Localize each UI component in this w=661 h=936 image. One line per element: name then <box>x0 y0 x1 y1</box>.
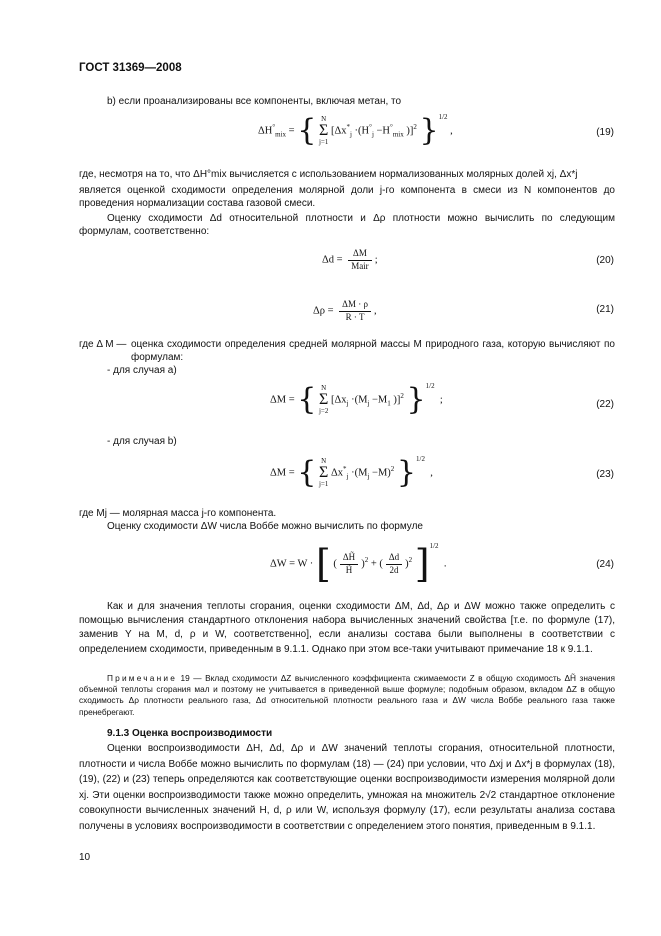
where-mj: где Mj — молярная масса j-го компонента. <box>79 508 277 519</box>
where-dm-label: где Δ M — <box>79 339 127 350</box>
eq19-sum-top: N <box>321 115 327 123</box>
eq20-den: Mair <box>351 260 369 271</box>
eq22-body: [Δx <box>331 394 347 406</box>
eq19-body3: −H <box>376 125 391 137</box>
eq23-brace-open: { <box>297 455 317 490</box>
para-density: Оценку сходимости Δd относительной плотности и Δρ плотности можно вычислить по следующим формулам, соответственно: <box>79 213 615 237</box>
eq24-fraction2 <box>386 552 402 576</box>
where-dm-text: оценка сходимости определения средней молярной массы M природного газа, которую вычисляют по формулам: <box>131 339 615 363</box>
note-label: Примечание <box>107 673 178 683</box>
eq20-num: ΔM <box>348 248 372 261</box>
eq22-sum: N Σ j=2 <box>318 384 329 415</box>
equation-24-number: (24) <box>596 559 614 570</box>
eq24-f1-den: H̃ <box>345 564 353 575</box>
eq22-body4: )] <box>393 394 401 406</box>
section-heading <box>107 727 272 740</box>
eq19-body4: )] <box>406 125 414 137</box>
eq24-lhs: ΔW = W · <box>270 558 314 570</box>
eq19-body: [Δx <box>330 125 347 137</box>
eq21-lhs: Δρ = <box>313 305 334 317</box>
para-likewise: Как и для значения теплоты сгорания, оценки сходимости ΔM, Δd, Δρ и ΔW можно также определить с помощью вычисления стандартного отклонения набора вычисленных значений свойства [т.е. по формуле (17), заменив Y на M, d, ρ и W, соответственно], если анализы состава были выполнены в соответствии с определением сходимости, приведенным в 9.1.1. Однако при этом все-таки учитывают примечание 18 к 9.1.1. <box>79 601 615 655</box>
eq23-sum: N Σ j=1 <box>318 457 329 488</box>
eq21-tail: , <box>373 305 377 317</box>
document-header: ГОСТ 31369—2008 <box>79 62 182 74</box>
eq23-sum-top: N <box>321 457 327 465</box>
section-number: 9.1.3 <box>107 728 130 739</box>
eq19-body2: ·(H <box>354 125 370 137</box>
eq23-lhs: ΔM = <box>270 467 295 479</box>
eq23-exp: 1/2 <box>416 454 425 463</box>
eq23-sum-bottom: j=1 <box>318 480 329 488</box>
eq24-fraction1 <box>340 552 358 576</box>
eq19-lhs: ΔH <box>258 125 273 137</box>
equation-22: ΔM = { N Σ j=2 [$\Delta x_j \cdot(M_j -M_1$ )]$^2$ }$^{1/2}$ ; <box>270 381 443 417</box>
equation-21 <box>313 299 377 323</box>
equation-23: ΔM = { N Σ j=1 $\Delta x^*_j \cdot(M_j -M)^2$ }$^{1/2}$ , <box>270 454 433 490</box>
section-title: Оценка воспроизводимости <box>132 728 273 739</box>
eq19-sum: N Σ j=1 <box>318 115 329 146</box>
eq24-f2-den: 2d <box>389 564 399 575</box>
para-reproducibility: Оценки воспроизводимости ΔH, Δd, Δρ и ΔW значений теплоты сгорания, относительной плотности, плотности и числа Воббе можно вычислить по формулам (18) — (24) при условии, что Δxj и Δx*j в формулах (18), (19), (22) и (23) теперь определяются как соответствующие оценки воспроизводимости измерения молярной доли xj. Эти оценки воспроизводимости также можно определить, умножая на множитель 2√2 стандартное отклонение совокупности вычисленных значений H, d, ρ или W, используя формулу (17), если результаты анализа состава получены в условиях воспроизводимости в соответствии с определением этого понятия, приведенным в 9.1.1. <box>79 743 615 832</box>
case-b-intro: b) если проанализированы все компоненты, включая метан, то <box>107 96 402 107</box>
eq19-brace-close: } <box>419 113 439 148</box>
eq24-bracket-open: [ <box>315 542 331 586</box>
eq22-sum-top: N <box>321 384 327 392</box>
eq24-f1-num: ΔH̃ <box>340 552 358 565</box>
case-b-label: - для случая b) <box>107 436 177 447</box>
equation-19: $\Delta H^\circ_{mix}$ = { N Σ j=1 [$\Delta x^*_j \cdot(H^\circ_j -H^\circ_{mix}$ )]$^2$ }$^{1/2}$ , <box>258 112 453 148</box>
eq19-sum-bottom: j=1 <box>318 138 329 146</box>
eq22-body3: −M <box>372 394 388 406</box>
eq23-tail: , <box>430 467 433 479</box>
eq19-exp: 1/2 <box>438 112 448 121</box>
eq22-brace-close: } <box>406 382 426 417</box>
eq22-sum-bottom: j=2 <box>318 407 329 415</box>
eq22-tail: ; <box>439 394 443 406</box>
eq23-body: Δx <box>331 467 344 479</box>
equation-19-number: (19) <box>596 127 614 138</box>
eq23-body3: −M) <box>372 467 391 479</box>
equation-22-number: (22) <box>596 399 614 410</box>
eq24-exp: 1/2 <box>429 541 439 550</box>
case-a-label: - для случая а) <box>107 365 177 376</box>
eq19-lhs-sup: ° <box>272 122 276 131</box>
para-mix-line2: является оценкой сходимости определения молярной доли j-го компонента в смеси из N компонентов до проведения нормализации состава газовой смеси. <box>79 185 615 209</box>
eq22-brace-open: { <box>297 382 317 417</box>
equation-24: ΔW = W · [ ( $\frac{\Delta H̃}{H̃}$ )$^2$ + ( $\frac{\Delta d}{2d}$ )$^2$ ]$^{1/2}$ . <box>270 541 447 586</box>
equation-20-number: (20) <box>596 255 614 266</box>
eq22-lhs: ΔM = <box>270 394 295 406</box>
eq19-brace-open: { <box>297 113 317 148</box>
note-19 <box>79 673 615 718</box>
equation-23-number: (23) <box>596 469 614 480</box>
eq20-fraction <box>348 248 372 272</box>
eq21-den: R · T <box>345 311 365 322</box>
eq21-num: ΔM · ρ <box>339 299 371 312</box>
eq24-tail: . <box>443 558 447 570</box>
eq20-tail: ; <box>374 254 378 266</box>
para-mix-line1: где, несмотря на то, что ΔH°mix вычисляется с использованием нормализованных молярных долей xj, Δx*j <box>79 169 578 180</box>
eq19-lhs-sub: mix <box>275 130 287 139</box>
equation-20 <box>322 248 378 272</box>
note-text: 19 — Вклад сходимости ΔZ вычисленного коэффициента сжимаемости Z в общую сходимость ΔH̃ значения объемной теплоты сгорания мал и поэтому не учитывается в приведенной выше формуле; подобным образом, вкладом ΔZ в общую сходимость Δρ плотности реального газа, Δd относительной плотности реального газа и ΔW числа Воббе реального газа также пренебрегают. <box>79 673 615 717</box>
eq22-exp: 1/2 <box>425 381 435 390</box>
equation-21-number: (21) <box>596 304 614 315</box>
eq20-lhs: Δd = <box>322 254 343 266</box>
eq24-f2-num: Δd <box>386 552 402 565</box>
page-number: 10 <box>79 852 91 863</box>
para-wobbe: Оценку сходимости ΔW числа Воббе можно вычислить по формуле <box>107 521 423 532</box>
eq24-bracket-close: ] <box>414 542 430 586</box>
eq23-brace-close: } <box>396 455 417 490</box>
eq23-body2: ·(M <box>351 467 368 479</box>
eq21-fraction <box>339 299 371 323</box>
eq22-body2: ·(M <box>351 394 368 406</box>
